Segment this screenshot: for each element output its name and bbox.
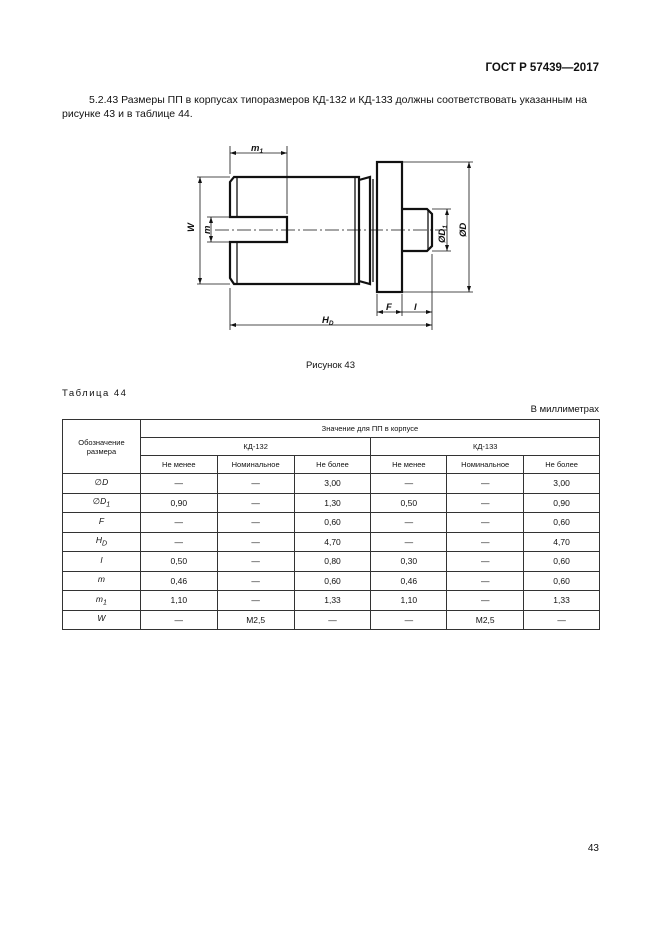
table-cell: —	[447, 513, 524, 533]
table-label: Таблица 44	[62, 388, 128, 399]
table-cell: 0,90	[140, 493, 217, 513]
table-cell: —	[294, 610, 371, 630]
header-value-group: Значение для ПП в корпусе	[140, 420, 599, 438]
table-cell: 1,10	[140, 591, 217, 611]
svg-text:HD	[322, 315, 334, 327]
table-cell: —	[217, 552, 294, 572]
label-w: W	[186, 223, 197, 232]
label-hd-sub: D	[328, 320, 334, 327]
table-cell: 3,00	[524, 474, 600, 494]
table-cell: 1,30	[294, 493, 371, 513]
table-cell: 0,50	[371, 493, 447, 513]
label-d1: ØD	[437, 228, 448, 243]
intro-paragraph: 5.2.43 Размеры ПП в корпусах типоразмеров КД-132 и КД-133 должны соответствовать указанным на рисунке 43 и в таблице 44.	[62, 94, 587, 120]
row-symbol: $H_D$	[63, 532, 141, 552]
table-row	[63, 610, 600, 630]
table-cell: —	[217, 474, 294, 494]
label-d: ØD	[458, 222, 469, 237]
label-l: l	[414, 302, 417, 313]
table-cell: —	[371, 513, 447, 533]
table-cell: 1,33	[294, 591, 371, 611]
header-min: Не менее	[371, 456, 447, 474]
table-cell: 1,33	[524, 591, 600, 611]
header-case-kd132: КД-132	[140, 438, 371, 456]
flange-outline	[377, 162, 402, 292]
table-row	[63, 591, 600, 611]
threaded-body-outline	[230, 177, 359, 284]
svg-text:ØD1	[437, 225, 449, 243]
table-row	[63, 513, 600, 533]
standard-header: ГОСТ Р 57439—2017	[485, 62, 599, 74]
table-cell: —	[140, 474, 217, 494]
table-cell: —	[217, 493, 294, 513]
table-cell: 4,70	[524, 532, 600, 552]
table-cell: 4,70	[294, 532, 371, 552]
table-cell: 0,90	[524, 493, 600, 513]
table-cell: 3,00	[294, 474, 371, 494]
table-cell: —	[140, 532, 217, 552]
table-cell: —	[217, 513, 294, 533]
table-cell: M2,5	[447, 610, 524, 630]
table-cell: —	[447, 493, 524, 513]
table-cell: —	[447, 552, 524, 572]
header-case-kd133: КД-133	[371, 438, 600, 456]
table-cell: M2,5	[217, 610, 294, 630]
row-symbol: l	[63, 552, 141, 572]
table-cell: —	[371, 532, 447, 552]
label-m: m	[202, 225, 213, 234]
table-cell: —	[447, 532, 524, 552]
table-cell: 1,10	[371, 591, 447, 611]
header-max: Не более	[294, 456, 371, 474]
table-units: В миллиметрах	[530, 404, 599, 415]
label-m1: m	[251, 143, 260, 154]
svg-text:m1	[251, 143, 263, 155]
table-cell: 0,50	[140, 552, 217, 572]
table-cell: —	[217, 591, 294, 611]
header-nominal: Номинальное	[217, 456, 294, 474]
table-row	[63, 552, 600, 572]
header-min: Не менее	[140, 456, 217, 474]
table-cell: —	[140, 610, 217, 630]
table-cell: 0,46	[371, 571, 447, 591]
table-cell: 0,60	[524, 571, 600, 591]
label-f: F	[386, 302, 392, 313]
label-hd: H	[322, 315, 329, 326]
row-symbol: m	[63, 571, 141, 591]
row-symbol: W	[63, 610, 141, 630]
table-cell: —	[217, 571, 294, 591]
table-cell: —	[140, 513, 217, 533]
table-cell: —	[447, 571, 524, 591]
row-symbol: $m_1$	[63, 591, 141, 611]
table-row	[63, 493, 600, 513]
table-cell: 0,60	[294, 571, 371, 591]
table-cell: 0,60	[524, 552, 600, 572]
header-designation: Обозначение размера	[63, 420, 141, 474]
table-cell: —	[447, 474, 524, 494]
row-symbol: ∅D	[63, 474, 141, 494]
table-cell: 0,60	[524, 513, 600, 533]
page-number: 43	[587, 843, 599, 854]
table-cell: —	[524, 610, 600, 630]
table-row	[63, 474, 600, 494]
row-symbol: F	[63, 513, 141, 533]
row-symbol: $\emptyset D_1$	[63, 493, 141, 513]
table-cell: 0,60	[294, 513, 371, 533]
table-cell: —	[447, 591, 524, 611]
dimensions-table	[62, 419, 600, 630]
table-cell: 0,30	[371, 552, 447, 572]
table-cell: —	[371, 610, 447, 630]
neck-outline	[359, 177, 370, 284]
table-cell: 0,80	[294, 552, 371, 572]
label-d1-sub: 1	[442, 225, 449, 229]
table-cell: 0,46	[140, 571, 217, 591]
label-m1-sub: 1	[259, 148, 264, 155]
table-cell: —	[217, 532, 294, 552]
table-row	[63, 532, 600, 552]
figure-43-drawing	[185, 140, 485, 335]
table-cell: —	[371, 474, 447, 494]
header-nominal: Номинальное	[447, 456, 524, 474]
header-max: Не более	[524, 456, 600, 474]
table-row	[63, 571, 600, 591]
figure-caption: Рисунок 43	[305, 360, 356, 371]
